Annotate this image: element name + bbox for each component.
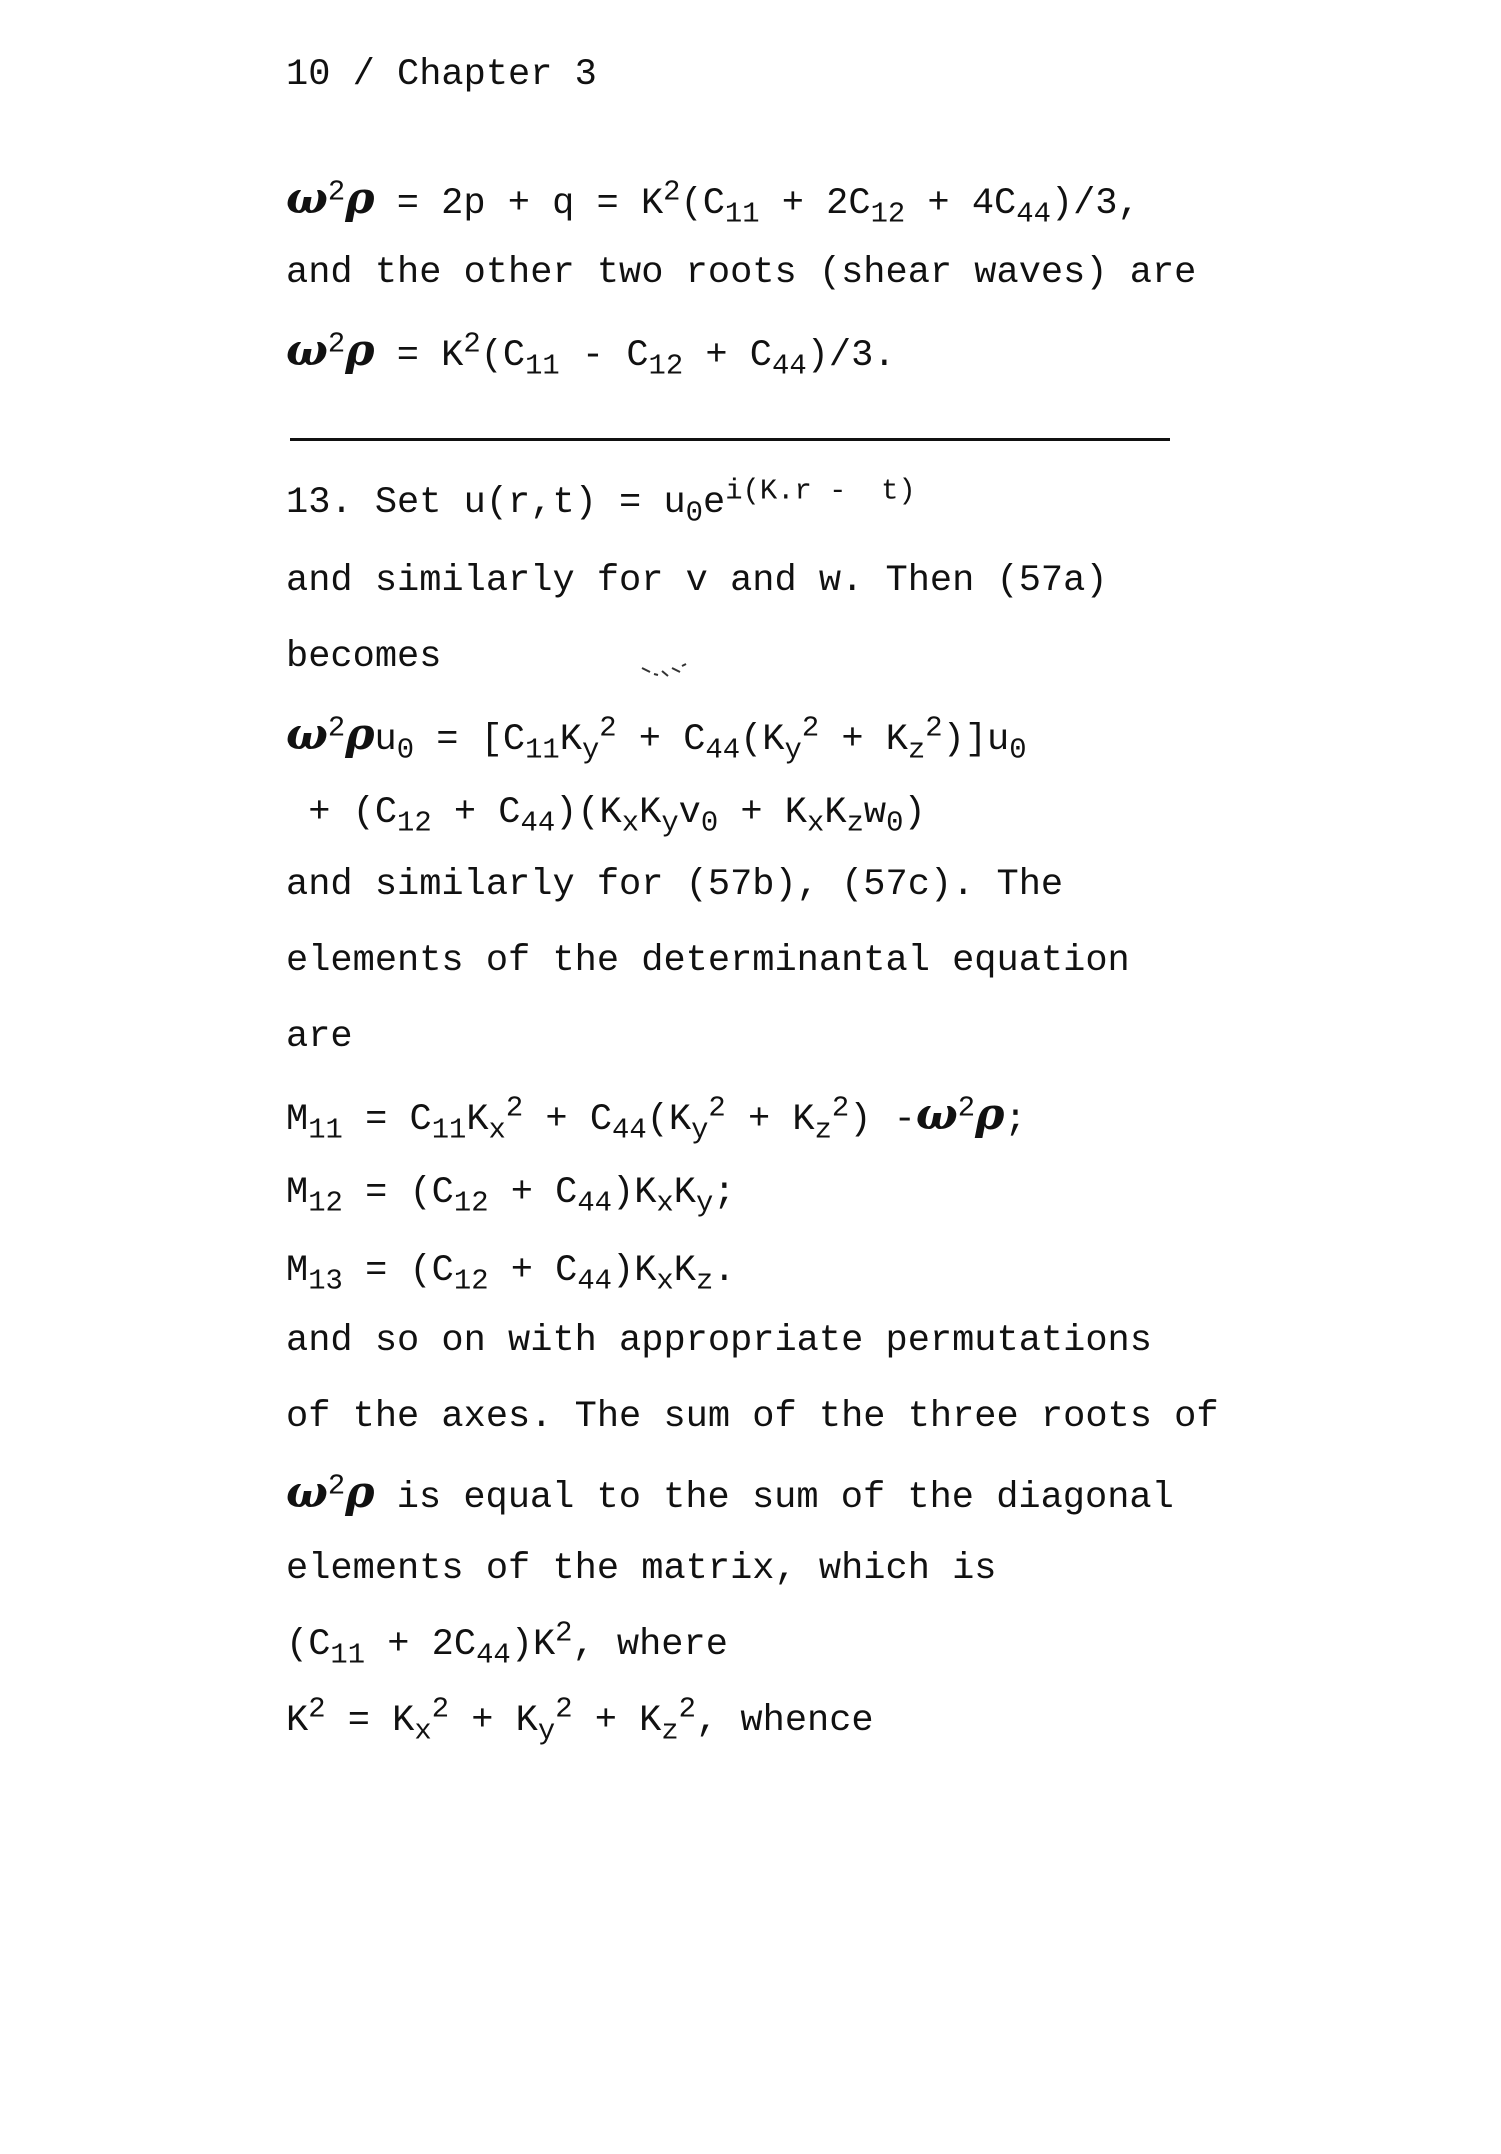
rho-symbol: ρ bbox=[975, 1089, 1005, 1140]
equation-u0-continued: + $(C_{12} + C_{44})(K_xK_yv_0 + K_xK_zw_0)$ bbox=[286, 792, 926, 840]
equation-k-squared: $K^2 = K_x^2 + K_y^2 + K_z^2$, whence bbox=[286, 1692, 874, 1748]
item-13-similar: and similarly for v and w. Then (57a) bbox=[286, 560, 1108, 602]
equation-m11: $M_{11} = C_{11}K_x^2 + C_{44}(K_y^2 + K_z^2)$ $-\omega^2\rho$; bbox=[286, 1089, 1027, 1147]
omega-symbol: ω bbox=[915, 1089, 958, 1140]
rho-symbol: ρ bbox=[345, 325, 375, 376]
rho-symbol: ρ bbox=[345, 1467, 375, 1518]
shear-intro-text: and the other two roots (shear waves) are bbox=[286, 252, 1197, 294]
omega-symbol: ω bbox=[286, 709, 328, 760]
equation-longitudinal: $\omega^2\rho = 2p + q = K^2(C_{11} + 2C_{12} + 4C_{44})/3$, bbox=[286, 173, 1140, 231]
similar-57bc-text: and similarly for (57b), (57c). The bbox=[286, 864, 1064, 906]
omega-symbol: ω bbox=[286, 173, 328, 224]
scan-speck bbox=[640, 662, 692, 684]
equation-m13: $M_{13} = (C_{12} + C_{44})K_xK_z$. bbox=[286, 1250, 736, 1298]
rho-symbol: ρ bbox=[345, 709, 375, 760]
elements-matrix-text: elements of the matrix, which is bbox=[286, 1548, 997, 1590]
rho-symbol: ρ bbox=[345, 173, 375, 224]
equation-m12: $M_{12} = (C_{12} + C_{44})K_xK_y$; bbox=[286, 1172, 736, 1220]
running-head: 10 / Chapter 3 bbox=[286, 54, 597, 96]
omega-symbol: ω bbox=[286, 1467, 328, 1518]
elements-det-text: elements of the determinantal equation bbox=[286, 940, 1130, 982]
equation-shear: $\omega^2\rho = K^2(C_{11} - C_{12} + C_{44})/3$. bbox=[286, 325, 896, 383]
item-13-set: 13. Set $u(r,t) = u_0e^{i(K.r - t)}$ bbox=[286, 474, 916, 530]
omega-symbol: ω bbox=[286, 325, 328, 376]
are-text: are bbox=[286, 1016, 353, 1058]
so-on-text: and so on with appropriate permutations bbox=[286, 1320, 1152, 1362]
axes-sum-text: of the axes. The sum of the three roots of bbox=[286, 1396, 1219, 1438]
section-divider bbox=[290, 438, 1170, 441]
becomes-text: becomes bbox=[286, 636, 442, 678]
equation-u0: $\omega^2\rho u_0 = [C_{11}K_y^2 + C_{44}(K_y^2 + K_z^2)]u_0$ bbox=[286, 709, 1027, 767]
sum-diagonal-line: $\omega^2\rho$ is equal to the sum of the diagonal bbox=[286, 1467, 1174, 1519]
equation-trace: $(C_{11} + 2C_{44})K^2$, where bbox=[286, 1616, 728, 1672]
